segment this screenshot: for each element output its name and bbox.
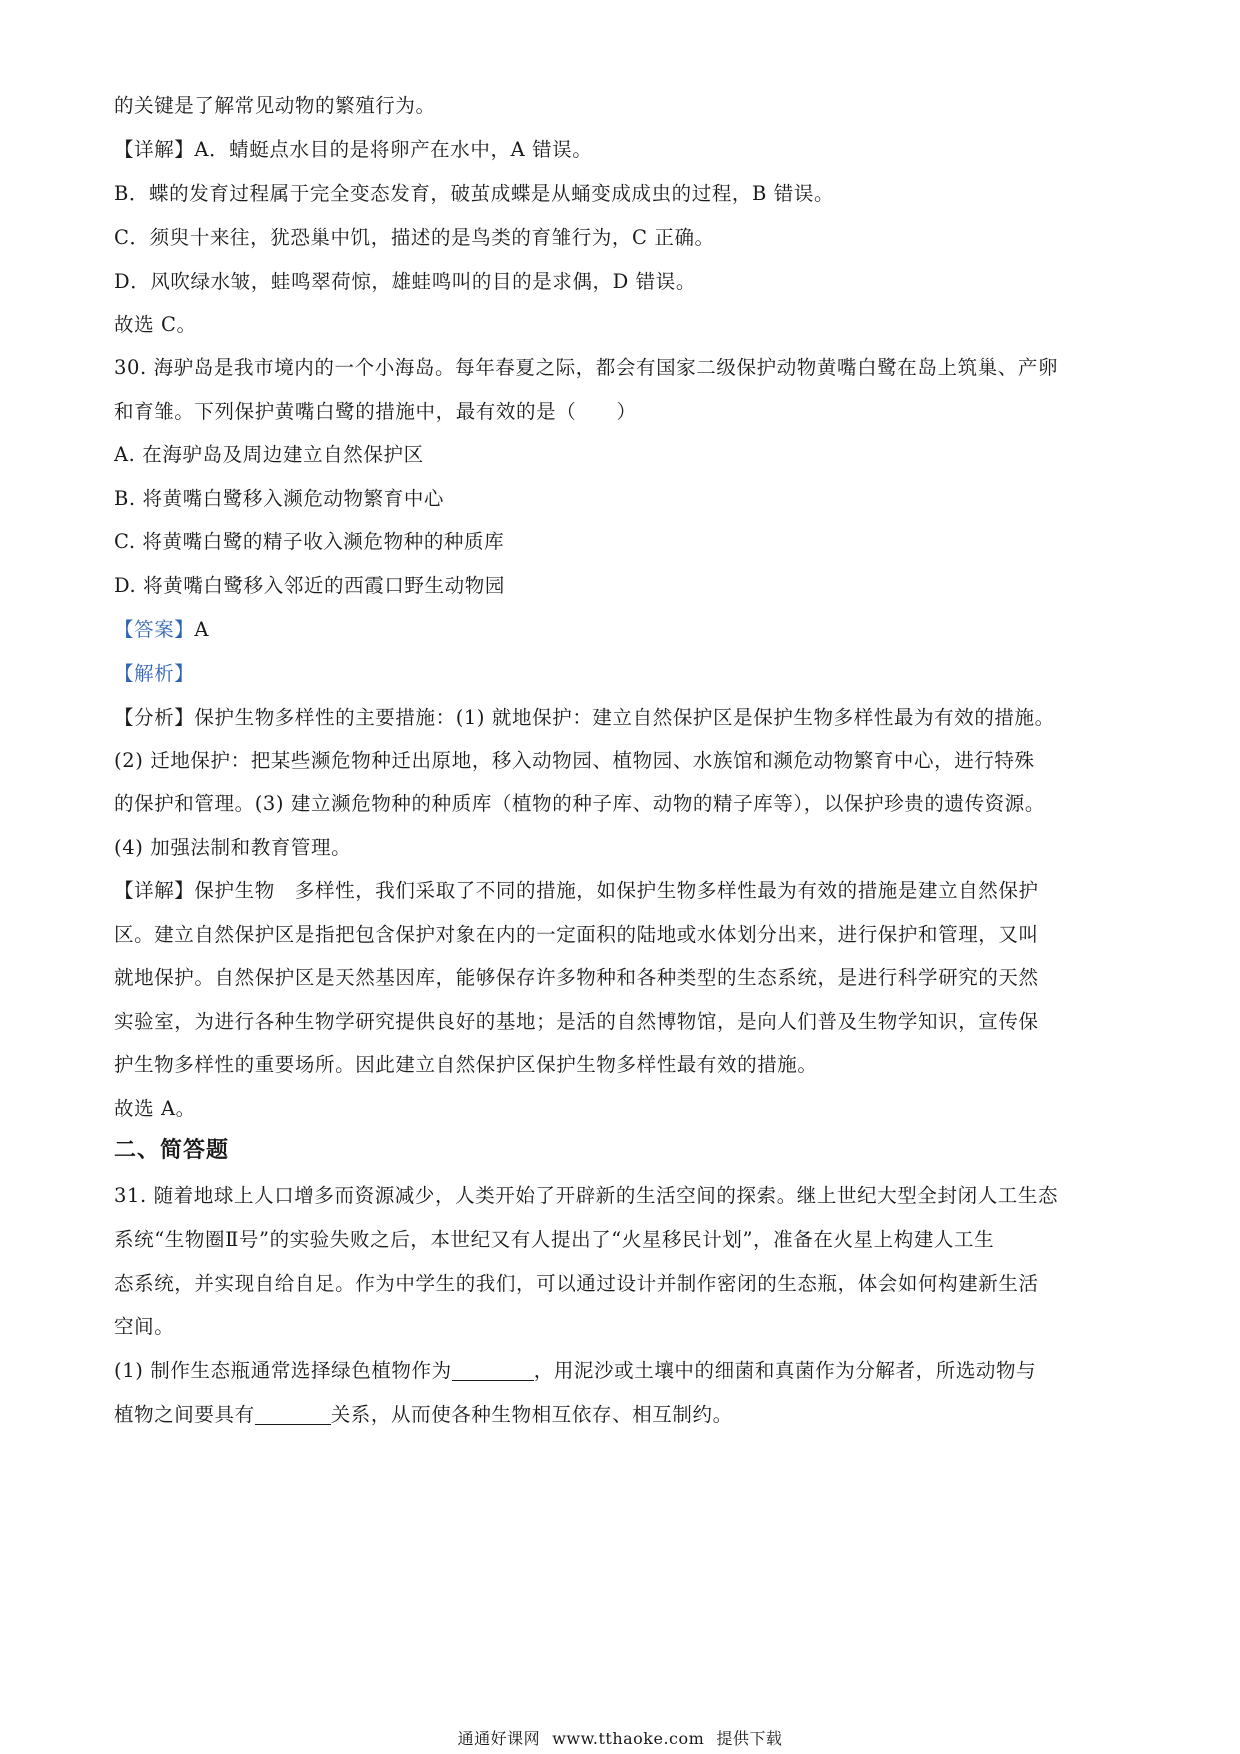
detail-text: 区。建立自然保护区是指把包含保护对象在内的一定面积的陆地或水体划分出来，进行保护和管理，又叫 — [114, 923, 1039, 946]
answer-label: 【答案】 — [114, 618, 195, 641]
footer-site-name: 通通好课网 — [457, 1729, 541, 1748]
analysis-text: (4) 加强法制和教育管理。 — [114, 836, 352, 859]
question-31-stem: 31. 随着地球上人口增多而资源减少，人类开始了开辟新的生活空间的探索。继上世纪大型全封闭人工生态 — [114, 1184, 1059, 1207]
text-line: D．风吹绿水皱，蛙鸣翠荷惊，雄蛙鸣叫的目的是求偶，D 错误。 — [114, 270, 696, 293]
text-line: C．须臾十来往，犹恐巢中饥，描述的是鸟类的育雏行为，C 正确。 — [114, 226, 715, 249]
question-31-stem: 系统“生物圈Ⅱ号”的实验失败之后，本世纪又有人提出了“火星移民计划”，准备在火星上构建人工生 — [114, 1228, 995, 1251]
analysis-text: 【分析】保护生物多样性的主要措施：(1) 就地保护：建立自然保护区是保护生物多样性最为有效的措施。 — [114, 706, 1055, 729]
question-31-part-1 — [114, 1357, 1128, 1385]
question-30-stem: 30. 海驴岛是我市境内的一个小海岛。每年春夏之际，都会有国家二级保护动物黄嘴白鹭在岛上筑巢、产卵 — [114, 356, 1059, 379]
analysis-text: 的保护和管理。(3) 建立濒危物种的种质库（植物的种子库、动物的精子库等），以保护珍贵的遗传资源。 — [114, 792, 1045, 815]
analysis-text: (2) 迁地保护：把某些濒危物种迁出原地，移入动物园、植物园、水族馆和濒危动物繁育中心，进行特殊 — [114, 749, 1035, 772]
text-fragment: ，用泥沙或土壤中的细菌和真菌作为分解者，所选动物与 — [533, 1359, 1037, 1382]
text-fragment: (1) 制作生态瓶通常选择绿色植物作为 — [114, 1359, 452, 1382]
option-d: D. 将黄嘴白鹭移入邻近的西霞口野生动物园 — [114, 574, 505, 597]
option-b: B. 将黄嘴白鹭移入濒危动物繁育中心 — [114, 487, 445, 510]
footer-url[interactable]: www.tthaoke.com — [552, 1729, 705, 1748]
question-31-part-1 — [114, 1401, 1128, 1429]
option-c: C. 将黄嘴白鹭的精子收入濒危物种的种质库 — [114, 530, 505, 553]
text-fragment: 植物之间要具有 — [114, 1403, 255, 1426]
answer-blank — [255, 1423, 331, 1425]
footer-note: 提供下载 — [716, 1729, 783, 1748]
analysis-label: 【解析】 — [114, 662, 195, 685]
text-line: 故选 C。 — [114, 313, 197, 336]
answer-blank — [452, 1379, 534, 1381]
conclusion-line: 故选 A。 — [114, 1097, 196, 1120]
question-31-stem: 空间。 — [114, 1315, 175, 1338]
text-line: 【详解】A．蜻蜓点水目的是将卵产在水中，A 错误。 — [114, 138, 593, 161]
detail-text: 【详解】保护生物 多样性，我们采取了不同的措施，如保护生物多样性最为有效的措施是建立自然保护 — [114, 879, 1039, 902]
page-footer — [0, 1728, 1240, 1750]
text-fragment: 关系，从而使各种生物相互依存、相互制约。 — [330, 1403, 733, 1426]
section-heading: 二、简答题 — [114, 1138, 230, 1163]
detail-text: 护生物多样性的重要场所。因此建立自然保护区保护生物多样性最有效的措施。 — [114, 1053, 818, 1076]
detail-text: 实验室，为进行各种生物学研究提供良好的基地；是活的自然博物馆，是向人们普及生物学知识，宣传保 — [114, 1010, 1039, 1033]
question-31-stem: 态系统，并实现自给自足。作为中学生的我们，可以通过设计并制作密闭的生态瓶，体会如何构建新生活 — [114, 1272, 1039, 1295]
option-a: A. 在海驴岛及周边建立自然保护区 — [114, 443, 424, 466]
text-line: 的关键是了解常见动物的繁殖行为。 — [114, 94, 436, 117]
answer-value: A — [194, 618, 210, 641]
answer-line — [114, 616, 1128, 644]
question-30-stem: 和育雏。下列保护黄嘴白鹭的措施中，最有效的是（ ） — [114, 400, 637, 423]
text-line: B．蝶的发育过程属于完全变态发育，破茧成蝶是从蛹变成成虫的过程，B 错误。 — [114, 182, 835, 205]
detail-text: 就地保护。自然保护区是天然基因库，能够保存许多物种和各种类型的生态系统，是进行科学研究的天然 — [114, 966, 1039, 989]
